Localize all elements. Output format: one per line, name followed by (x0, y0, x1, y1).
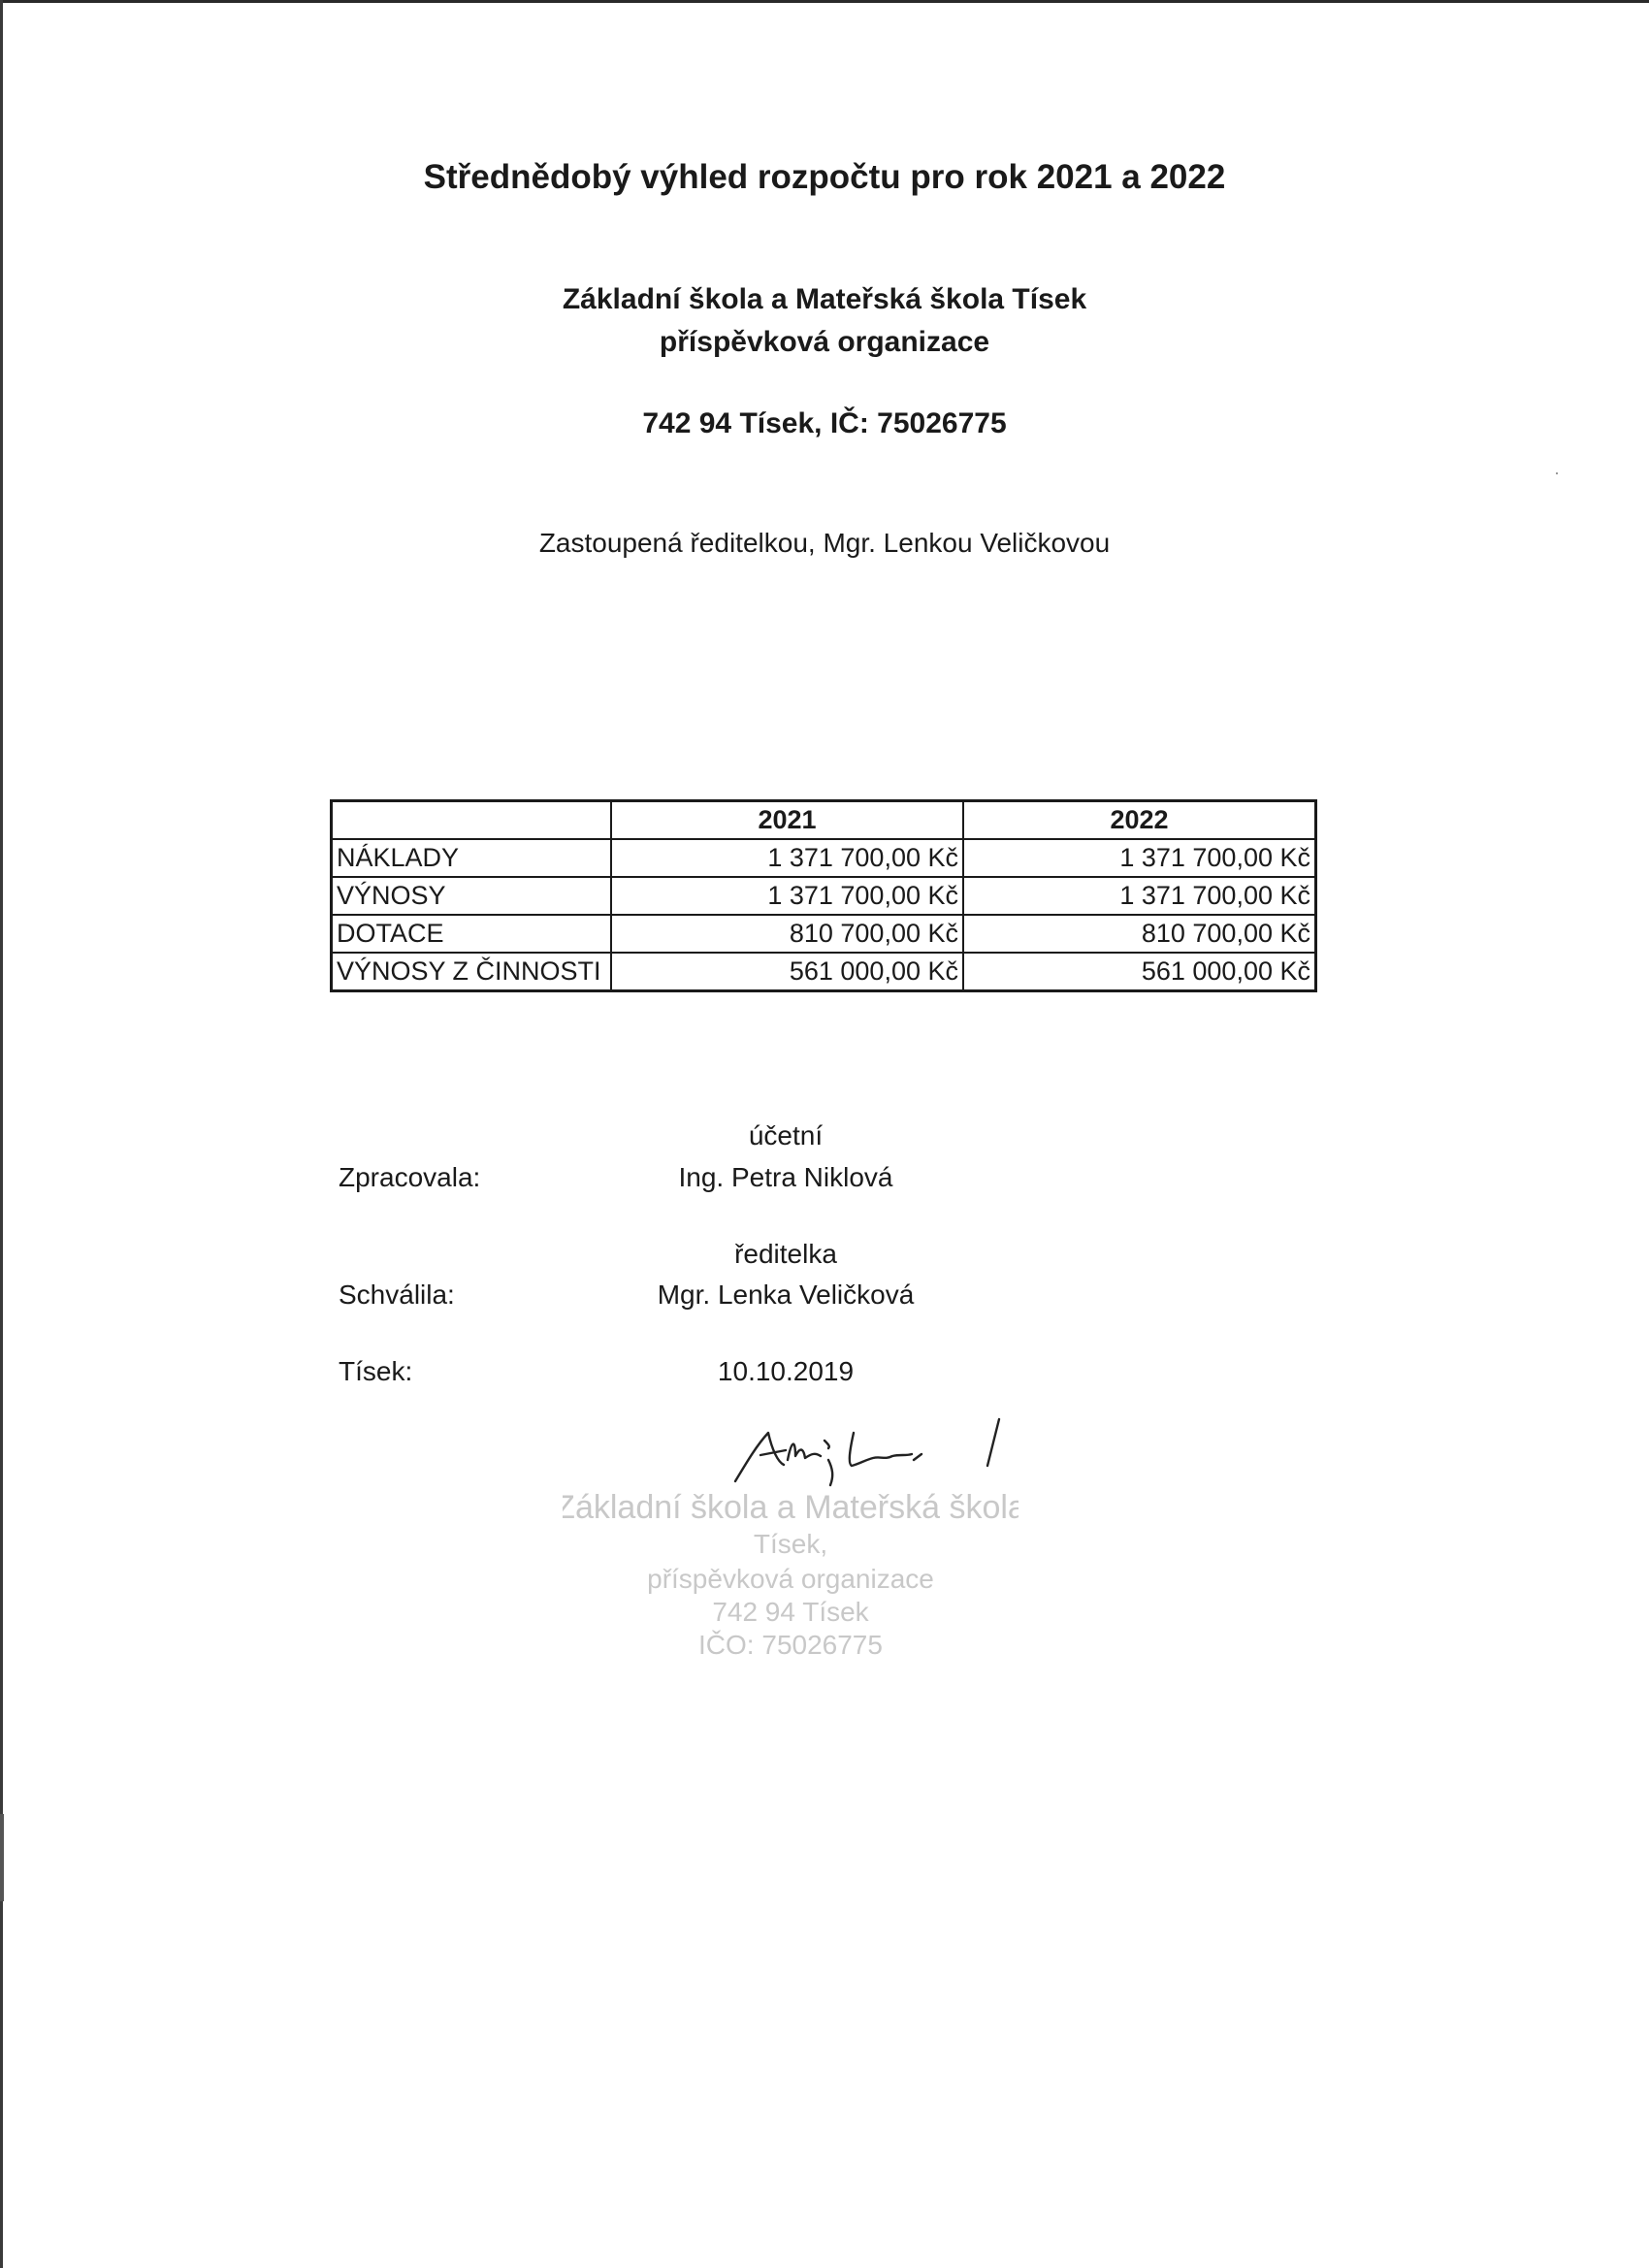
row-value-2021: 561 000,00 Kč (611, 953, 963, 991)
row-value-2022: 1 371 700,00 Kč (963, 877, 1316, 915)
row-value-2022: 561 000,00 Kč (963, 953, 1316, 991)
table-header-row (332, 801, 1316, 840)
table-row (332, 953, 1316, 991)
stamp-line-4: 742 94 Tísek (712, 1597, 869, 1627)
row-value-2021: 1 371 700,00 Kč (611, 877, 963, 915)
table-row (332, 915, 1316, 953)
scan-edge-mark (0, 1814, 4, 1901)
prepared-label: Zpracovala: (339, 1162, 481, 1192)
organization-address: 742 94 Tísek, IČ: 75026775 (642, 407, 1007, 439)
document-title: Střednědobý výhled rozpočtu pro rok 2021 a 2022 (423, 158, 1226, 196)
stamp-line-3: příspěvková organizace (647, 1564, 934, 1594)
organization-stamp (563, 1479, 1018, 1664)
stamp-graphic (563, 1479, 1018, 1664)
stamp-line-5: IČO: 75026775 (698, 1630, 883, 1660)
table-row (332, 839, 1316, 877)
row-label-vynosy: VÝNOSY (332, 877, 612, 915)
represented-by: Zastoupená ředitelkou, Mgr. Lenkou Veličkovou (538, 528, 1111, 558)
table-header-2021: 2021 (611, 801, 963, 840)
row-label-vynosy-z-cinnosti: VÝNOSY Z ČINNOSTI (332, 953, 612, 991)
place-label: Tísek: (339, 1356, 413, 1386)
stamp-line-1: Základní škola a Mateřská škola (563, 1489, 1018, 1526)
budget-table (330, 799, 1317, 992)
row-value-2021: 1 371 700,00 Kč (611, 839, 963, 877)
row-label-dotace: DOTACE (332, 915, 612, 953)
row-label-naklady: NÁKLADY (332, 839, 612, 877)
date-value: 10.10.2019 (717, 1356, 855, 1386)
prepared-name: Ing. Petra Niklová (678, 1162, 893, 1192)
scan-speck (1556, 472, 1558, 474)
approved-role: ředitelka (734, 1239, 837, 1269)
table-header-2022: 2022 (963, 801, 1316, 840)
row-value-2022: 810 700,00 Kč (963, 915, 1316, 953)
row-value-2022: 1 371 700,00 Kč (963, 839, 1316, 877)
handwritten-signature (728, 1411, 1018, 1489)
prepared-role: účetní (748, 1120, 824, 1150)
approved-name: Mgr. Lenka Veličková (657, 1280, 915, 1310)
row-value-2021: 810 700,00 Kč (611, 915, 963, 953)
organization-type: příspěvková organizace (659, 326, 990, 358)
scan-edge-top (0, 0, 1649, 3)
approved-label: Schválila: (339, 1280, 455, 1310)
organization-name: Základní škola a Mateřská škola Tísek (562, 283, 1087, 315)
table-header-empty (332, 801, 612, 840)
stamp-line-2: Tísek, (753, 1529, 828, 1559)
table-row (332, 877, 1316, 915)
